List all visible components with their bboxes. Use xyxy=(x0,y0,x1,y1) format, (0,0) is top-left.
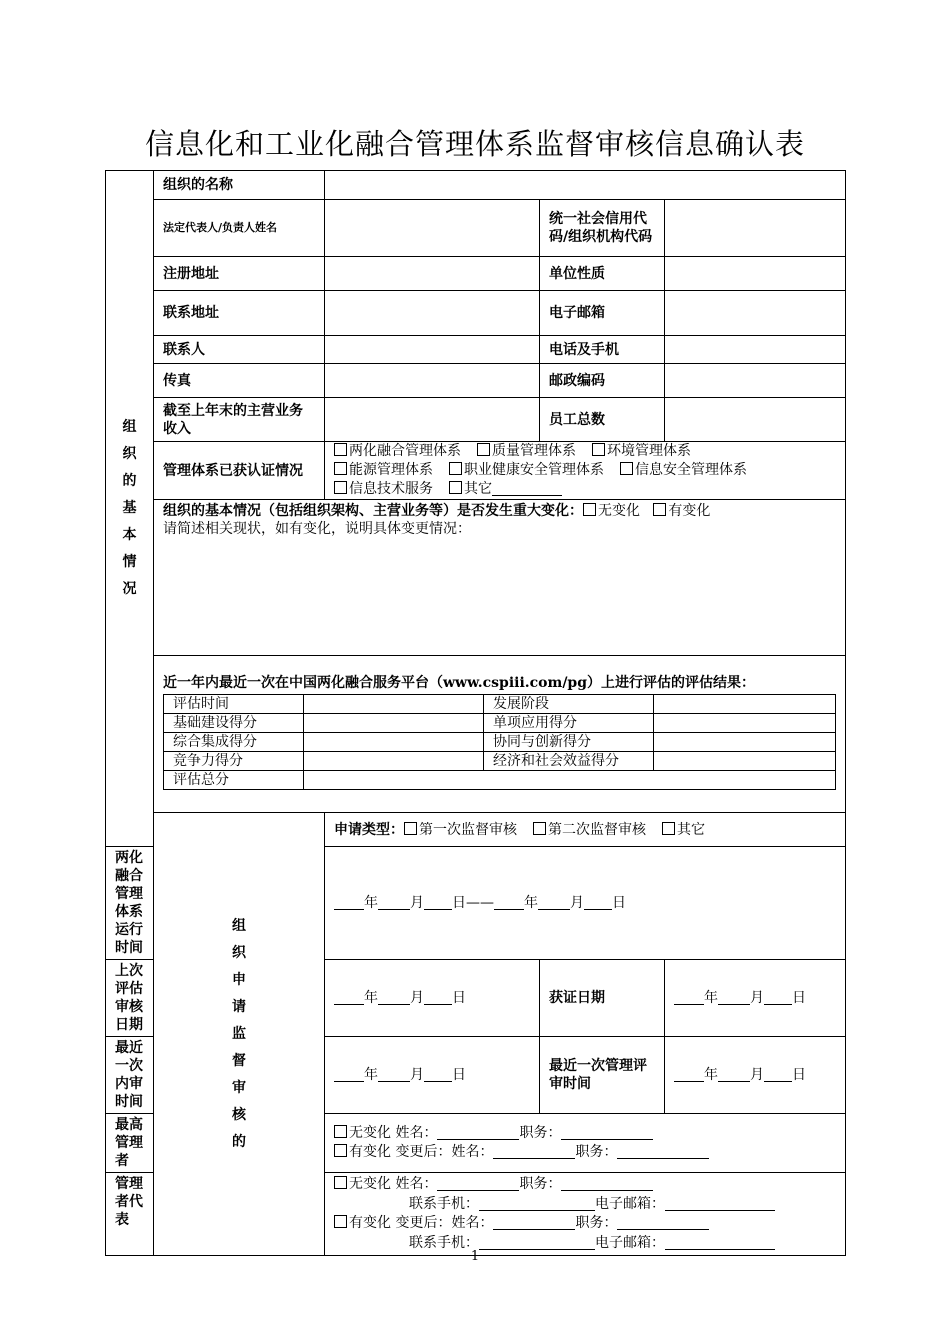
no-change-label: 无变化 xyxy=(598,503,640,519)
month-label: 月 xyxy=(570,895,584,911)
value-cell[interactable] xyxy=(654,695,836,714)
page-number: 1 xyxy=(470,1249,480,1264)
month-input[interactable] xyxy=(378,990,410,1005)
basic-change-instruction: 请简述相关现状，如有变化，说明具体变更情况： xyxy=(163,521,471,537)
checkbox[interactable] xyxy=(449,462,462,475)
month-input[interactable] xyxy=(378,895,410,910)
month-label: 月 xyxy=(750,990,764,1006)
label-fax: 传真 xyxy=(154,364,325,398)
section-label-char: 督 xyxy=(232,1052,246,1069)
label-org-name: 组织的名称 xyxy=(154,171,325,200)
contact-address-field[interactable] xyxy=(325,291,540,336)
cert-date xyxy=(665,960,846,1037)
section-label-char: 织 xyxy=(232,944,246,961)
year-label: 年 xyxy=(704,990,718,1006)
contact-person-field[interactable] xyxy=(325,336,540,364)
staff-total-field[interactable] xyxy=(665,398,846,442)
day-input[interactable] xyxy=(424,1067,452,1082)
label-revenue: 截至上年末的主营业务收入 xyxy=(154,398,325,442)
range-dash: —— xyxy=(466,895,494,911)
name-input[interactable] xyxy=(493,1144,575,1159)
basic-change-cell xyxy=(154,500,846,656)
label-mgmt-rep: 管理者代表 xyxy=(106,1173,154,1256)
label-run-time: 两化融合管理体系运行时间 xyxy=(106,847,154,960)
table-cell: 发展阶段 xyxy=(484,695,654,714)
day-input[interactable] xyxy=(424,895,452,910)
reg-address-field[interactable] xyxy=(325,257,540,291)
assessment-cell xyxy=(154,656,846,813)
org-name-field[interactable] xyxy=(325,171,846,200)
year-input[interactable] xyxy=(674,1067,704,1082)
email-input[interactable] xyxy=(665,1235,775,1250)
other-input-line[interactable] xyxy=(492,481,562,496)
position-label: 职务： xyxy=(575,1215,618,1231)
table-cell: 基础建设得分 xyxy=(164,714,304,733)
mobile-label: 联系手机： xyxy=(409,1195,479,1212)
postcode-field[interactable] xyxy=(665,364,846,398)
email-label: 电子邮箱： xyxy=(595,1195,665,1212)
value-cell[interactable] xyxy=(304,733,484,752)
cert-option[interactable] xyxy=(334,462,433,478)
section-label-char: 的 xyxy=(122,473,137,489)
position-label: 职务： xyxy=(519,1125,562,1141)
no-change-label: 无变化 xyxy=(349,1176,391,1192)
has-change-label: 有变化 xyxy=(349,1144,391,1160)
email-field[interactable] xyxy=(665,291,846,336)
table-cell: 综合集成得分 xyxy=(164,733,304,752)
year-input[interactable] xyxy=(494,895,524,910)
month-label: 月 xyxy=(410,1067,424,1083)
email-label: 电子邮箱： xyxy=(595,1234,665,1251)
legal-rep-field[interactable] xyxy=(325,200,540,257)
table-cell: 协同与创新得分 xyxy=(484,733,654,752)
application-type-cell xyxy=(325,813,846,847)
checkbox[interactable] xyxy=(404,822,417,835)
cert-option[interactable] xyxy=(449,462,604,478)
label-contact-person: 联系人 xyxy=(154,336,325,364)
has-change-label: 有变化 xyxy=(349,1215,391,1231)
day-label: 日 xyxy=(792,990,806,1006)
name-label: 姓名： xyxy=(395,1176,438,1192)
checkbox[interactable] xyxy=(334,481,347,494)
name-input[interactable] xyxy=(437,1176,519,1191)
position-input[interactable] xyxy=(617,1215,709,1230)
day-label: 日 xyxy=(452,1067,466,1083)
cert-label: 环境管理体系 xyxy=(607,443,691,459)
day-input[interactable] xyxy=(424,990,452,1005)
section-label-char: 审 xyxy=(232,1079,246,1096)
basic-change-question: 组织的基本情况（包括组织架构、主营业务等）是否发生重大变化： xyxy=(163,503,583,519)
section-label-char: 监 xyxy=(232,1025,246,1042)
table-row xyxy=(164,714,836,733)
year-input[interactable] xyxy=(334,895,364,910)
year-label: 年 xyxy=(364,895,378,911)
position-input[interactable] xyxy=(561,1125,653,1140)
checkbox[interactable] xyxy=(334,1125,347,1138)
type-option[interactable] xyxy=(533,822,646,838)
year-input[interactable] xyxy=(334,990,364,1005)
label-mgmt-review: 最近一次管理评审时间 xyxy=(540,1037,665,1114)
label-legal-rep: 法定代表人/负责人姓名 xyxy=(154,200,325,257)
top-manager-cell xyxy=(325,1114,846,1173)
month-input[interactable] xyxy=(378,1067,410,1082)
cert-label: 信息技术服务 xyxy=(349,481,433,497)
label-phone: 电话及手机 xyxy=(540,336,665,364)
value-cell[interactable] xyxy=(654,714,836,733)
revenue-field[interactable] xyxy=(325,398,540,442)
position-input[interactable] xyxy=(617,1144,709,1159)
table-row xyxy=(164,733,836,752)
year-input[interactable] xyxy=(674,990,704,1005)
unit-nature-field[interactable] xyxy=(665,257,846,291)
day-label: 日 xyxy=(452,895,466,911)
day-label: 日 xyxy=(792,1067,806,1083)
position-input[interactable] xyxy=(561,1176,653,1191)
value-cell[interactable] xyxy=(304,752,484,771)
month-label: 月 xyxy=(750,1067,764,1083)
table-row xyxy=(164,695,836,714)
type-option[interactable] xyxy=(404,822,517,838)
section-basic-info-label xyxy=(106,171,154,847)
has-change-label: 有变化 xyxy=(668,503,711,519)
type-label: 第二次监督审核 xyxy=(548,821,646,838)
section-label-char: 的 xyxy=(232,1133,246,1150)
checkbox[interactable] xyxy=(592,443,605,456)
checkbox[interactable] xyxy=(533,822,546,835)
cert-label: 两化融合管理体系 xyxy=(349,443,461,459)
section-label-char: 情 xyxy=(122,554,137,570)
cert-option[interactable] xyxy=(334,443,461,459)
mobile-label: 联系手机： xyxy=(409,1234,479,1251)
section-label-char: 请 xyxy=(232,998,246,1015)
assessment-heading: 近一年内最近一次在中国两化融合服务平台（www.cspiii.com/pg）上进行评估的评估结果： xyxy=(163,675,756,691)
credit-code-field[interactable] xyxy=(665,200,846,257)
section-label-char: 基 xyxy=(122,500,137,516)
value-cell[interactable] xyxy=(304,714,484,733)
application-type-label: 申请类型： xyxy=(334,821,404,838)
table-cell: 竞争力得分 xyxy=(164,752,304,771)
value-cell[interactable] xyxy=(654,733,836,752)
mgmt-rep-cell xyxy=(325,1173,846,1256)
table-cell: 评估总分 xyxy=(164,771,304,790)
label-internal-audit: 最近一次内审时间 xyxy=(106,1037,154,1114)
assessment-table xyxy=(163,694,836,790)
position-label: 职务： xyxy=(575,1144,618,1160)
confirmation-form xyxy=(105,170,846,1256)
section-label-char: 申 xyxy=(232,971,246,988)
label-last-audit: 上次评估审核日期 xyxy=(106,960,154,1037)
value-cell[interactable] xyxy=(304,695,484,714)
position-label: 职务： xyxy=(519,1176,562,1192)
checkbox[interactable] xyxy=(653,503,666,516)
mobile-input[interactable] xyxy=(479,1235,595,1250)
month-input[interactable] xyxy=(718,1067,750,1082)
month-label: 月 xyxy=(410,990,424,1006)
year-label: 年 xyxy=(364,990,378,1006)
name-input[interactable] xyxy=(493,1215,575,1230)
type-label: 第一次监督审核 xyxy=(419,821,517,838)
cert-option[interactable] xyxy=(592,443,691,459)
label-credit-code: 统一社会信用代码/组织机构代码 xyxy=(540,200,665,257)
cert-label: 能源管理体系 xyxy=(349,462,433,478)
label-certified-systems: 管理体系已获认证情况 xyxy=(154,442,325,500)
cert-option[interactable] xyxy=(620,462,747,478)
no-change-label: 无变化 xyxy=(349,1125,391,1141)
page-title: 信息化和工业化融合管理体系监督审核信息确认表 xyxy=(144,127,805,161)
checkbox[interactable] xyxy=(449,481,462,494)
day-label: 日 xyxy=(452,990,466,1006)
cert-label: 其它 xyxy=(464,481,492,497)
year-input[interactable] xyxy=(334,1067,364,1082)
section-label-char: 本 xyxy=(122,527,137,543)
after-change-name-label: 变更后：姓名： xyxy=(395,1144,494,1160)
mgmt-review-date xyxy=(665,1037,846,1114)
table-row xyxy=(164,771,836,790)
year-label: 年 xyxy=(524,895,538,911)
label-staff-total: 员工总数 xyxy=(540,398,665,442)
after-change-name-label: 变更后：姓名： xyxy=(395,1215,494,1231)
cert-label: 职业健康安全管理体系 xyxy=(464,462,604,478)
type-label: 其它 xyxy=(677,821,705,838)
day-input[interactable] xyxy=(764,1067,792,1082)
checkbox[interactable] xyxy=(334,1215,347,1228)
month-input[interactable] xyxy=(718,990,750,1005)
checkbox[interactable] xyxy=(662,822,675,835)
year-label: 年 xyxy=(364,1067,378,1083)
fax-field[interactable] xyxy=(325,364,540,398)
last-audit-date xyxy=(325,960,540,1037)
checkbox[interactable] xyxy=(334,462,347,475)
label-contact-address: 联系地址 xyxy=(154,291,325,336)
checkbox[interactable] xyxy=(334,1144,347,1157)
checkbox[interactable] xyxy=(477,443,490,456)
checkbox[interactable] xyxy=(583,503,596,516)
table-cell: 评估时间 xyxy=(164,695,304,714)
year-label: 年 xyxy=(704,1067,718,1083)
type-option[interactable] xyxy=(662,822,705,838)
section-label-char: 核 xyxy=(232,1106,246,1123)
label-unit-nature: 单位性质 xyxy=(540,257,665,291)
name-label: 姓名： xyxy=(395,1125,438,1141)
value-cell[interactable] xyxy=(304,771,836,790)
cert-option[interactable] xyxy=(334,481,433,497)
table-cell: 经济和社会效益得分 xyxy=(484,752,654,771)
cert-checkbox-group xyxy=(325,442,846,500)
table-cell: 单项应用得分 xyxy=(484,714,654,733)
checkbox[interactable] xyxy=(620,462,633,475)
cert-label: 质量管理体系 xyxy=(492,443,576,459)
value-cell[interactable] xyxy=(654,752,836,771)
email-input[interactable] xyxy=(665,1196,775,1211)
day-input[interactable] xyxy=(584,895,612,910)
table-row xyxy=(164,752,836,771)
month-input[interactable] xyxy=(538,895,570,910)
checkbox[interactable] xyxy=(334,443,347,456)
label-cert-date: 获证日期 xyxy=(540,960,665,1037)
mobile-input[interactable] xyxy=(479,1196,595,1211)
name-input[interactable] xyxy=(437,1125,519,1140)
cert-option[interactable] xyxy=(449,481,562,497)
checkbox[interactable] xyxy=(334,1176,347,1189)
section-application-label xyxy=(154,813,325,1256)
label-postcode: 邮政编码 xyxy=(540,364,665,398)
section-label-char: 组 xyxy=(122,419,137,435)
day-input[interactable] xyxy=(764,990,792,1005)
month-label: 月 xyxy=(410,895,424,911)
phone-field[interactable] xyxy=(665,336,846,364)
section-label-char: 况 xyxy=(122,581,137,597)
label-top-manager: 最高管理者 xyxy=(106,1114,154,1173)
day-label: 日 xyxy=(612,895,626,911)
cert-option[interactable] xyxy=(477,443,576,459)
internal-audit-date xyxy=(325,1037,540,1114)
label-email: 电子邮箱 xyxy=(540,291,665,336)
label-reg-address: 注册地址 xyxy=(154,257,325,291)
run-time-range xyxy=(325,847,846,960)
cert-label: 信息安全管理体系 xyxy=(635,462,747,478)
section-label-char: 织 xyxy=(122,446,137,462)
section-label-char: 组 xyxy=(232,917,246,934)
